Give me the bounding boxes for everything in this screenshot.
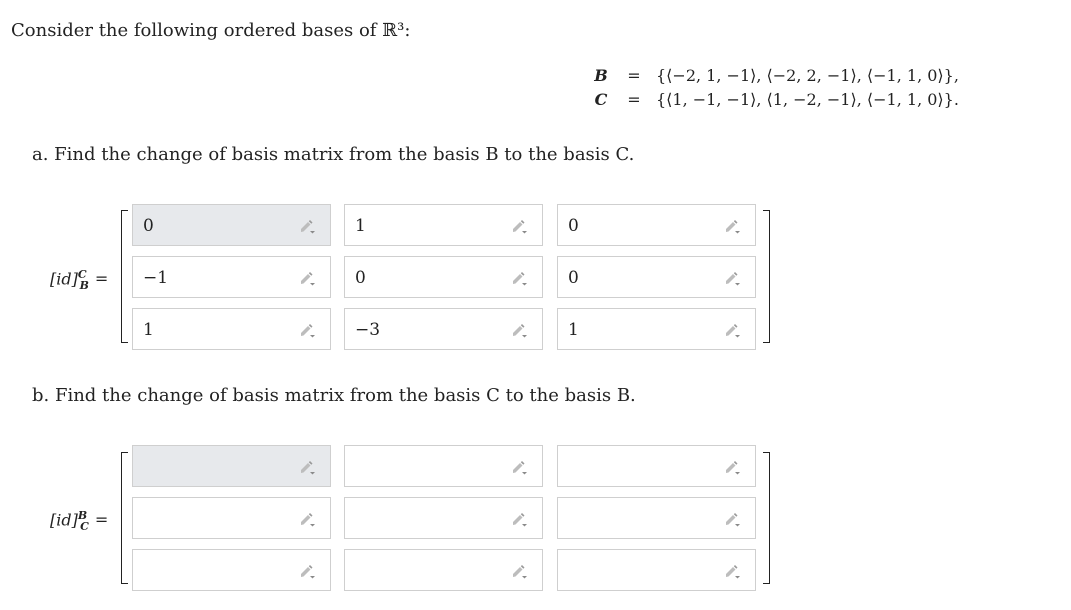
pencil-icon[interactable] — [723, 218, 741, 234]
matrix-b-right-bracket — [763, 452, 770, 584]
matrix-cell-input[interactable] — [557, 204, 756, 246]
matrix-b-label-eq: = — [94, 510, 109, 530]
matrix-cell-value: −3 — [355, 320, 381, 340]
matrix-cell-input[interactable] — [132, 256, 331, 298]
pencil-icon[interactable] — [298, 218, 316, 234]
matrix-cell-input[interactable] — [344, 256, 543, 298]
matrix-a-label-main: [id] — [50, 269, 78, 289]
matrix-cell-input[interactable] — [557, 256, 756, 298]
matrix-cell-value: 0 — [568, 216, 579, 236]
pencil-icon[interactable] — [510, 270, 528, 286]
matrix-cell-value: 1 — [143, 320, 154, 340]
equals-sign: = — [627, 89, 641, 109]
matrix-cell-input[interactable] — [132, 497, 331, 539]
matrix-b-label-sub: C — [80, 519, 89, 533]
pencil-icon[interactable] — [510, 563, 528, 579]
pencil-icon[interactable] — [510, 322, 528, 338]
matrix-cell-input[interactable] — [344, 308, 543, 350]
pencil-icon[interactable] — [723, 322, 741, 338]
matrix-a-left-bracket — [121, 210, 128, 343]
pencil-icon[interactable] — [298, 270, 316, 286]
basis-b-definition — [590, 63, 959, 87]
matrix-a-right-bracket — [763, 210, 770, 343]
pencil-icon[interactable] — [723, 270, 741, 286]
matrix-cell-input[interactable] — [132, 549, 331, 591]
matrix-cell-input[interactable] — [344, 204, 543, 246]
pencil-icon[interactable] — [723, 511, 741, 527]
matrix-cell-value: 0 — [568, 268, 579, 288]
pencil-icon[interactable] — [723, 563, 741, 579]
equals-sign: = — [627, 65, 641, 85]
matrix-b-label — [50, 509, 108, 533]
matrix-a-label — [50, 268, 108, 292]
basis-b-vectors: {⟨−2, 1, −1⟩, ⟨−2, 2, −1⟩, ⟨−1, 1, 0⟩}, — [656, 65, 959, 85]
matrix-cell-value: 1 — [355, 216, 366, 236]
basis-c-definition — [590, 87, 959, 111]
matrix-cell-input[interactable] — [344, 497, 543, 539]
matrix-cell-input[interactable] — [344, 445, 543, 487]
matrix-cell-value: 1 — [568, 320, 579, 340]
matrix-a-label-eq: = — [94, 269, 109, 289]
matrix-cell-input[interactable] — [557, 445, 756, 487]
matrix-a-label-sup: C — [77, 268, 87, 281]
pencil-icon[interactable] — [723, 459, 741, 475]
matrix-b-label-sup: B — [77, 509, 88, 522]
pencil-icon[interactable] — [298, 563, 316, 579]
matrix-cell-value: 0 — [143, 216, 154, 236]
pencil-icon[interactable] — [298, 511, 316, 527]
intro-text: Consider the following ordered bases of ℝ³: — [11, 20, 411, 41]
pencil-icon[interactable] — [510, 511, 528, 527]
matrix-cell-value: −1 — [143, 268, 169, 288]
basis-c-symbol: C — [594, 89, 608, 109]
matrix-b-label-main: [id] — [50, 510, 78, 530]
matrix-b-left-bracket — [121, 452, 128, 584]
basis-b-symbol: B — [594, 65, 608, 85]
matrix-cell-input[interactable] — [557, 308, 756, 350]
matrix-a-label-sub: B — [79, 278, 89, 292]
pencil-icon[interactable] — [298, 459, 316, 475]
matrix-cell-input[interactable] — [344, 549, 543, 591]
matrix-cell-input[interactable] — [132, 308, 331, 350]
matrix-cell-value: 0 — [355, 268, 366, 288]
pencil-icon[interactable] — [510, 218, 528, 234]
matrix-cell-input[interactable] — [132, 445, 331, 487]
pencil-icon[interactable] — [510, 459, 528, 475]
basis-c-vectors: {⟨1, −1, −1⟩, ⟨1, −2, −1⟩, ⟨−1, 1, 0⟩}. — [656, 89, 959, 109]
matrix-cell-input[interactable] — [557, 549, 756, 591]
matrix-cell-input[interactable] — [557, 497, 756, 539]
question-b: b. Find the change of basis matrix from the basis C to the basis B. — [32, 385, 636, 406]
question-a: a. Find the change of basis matrix from the basis B to the basis C. — [32, 144, 635, 165]
basis-definitions — [590, 63, 959, 111]
pencil-icon[interactable] — [298, 322, 316, 338]
matrix-cell-input[interactable] — [132, 204, 331, 246]
